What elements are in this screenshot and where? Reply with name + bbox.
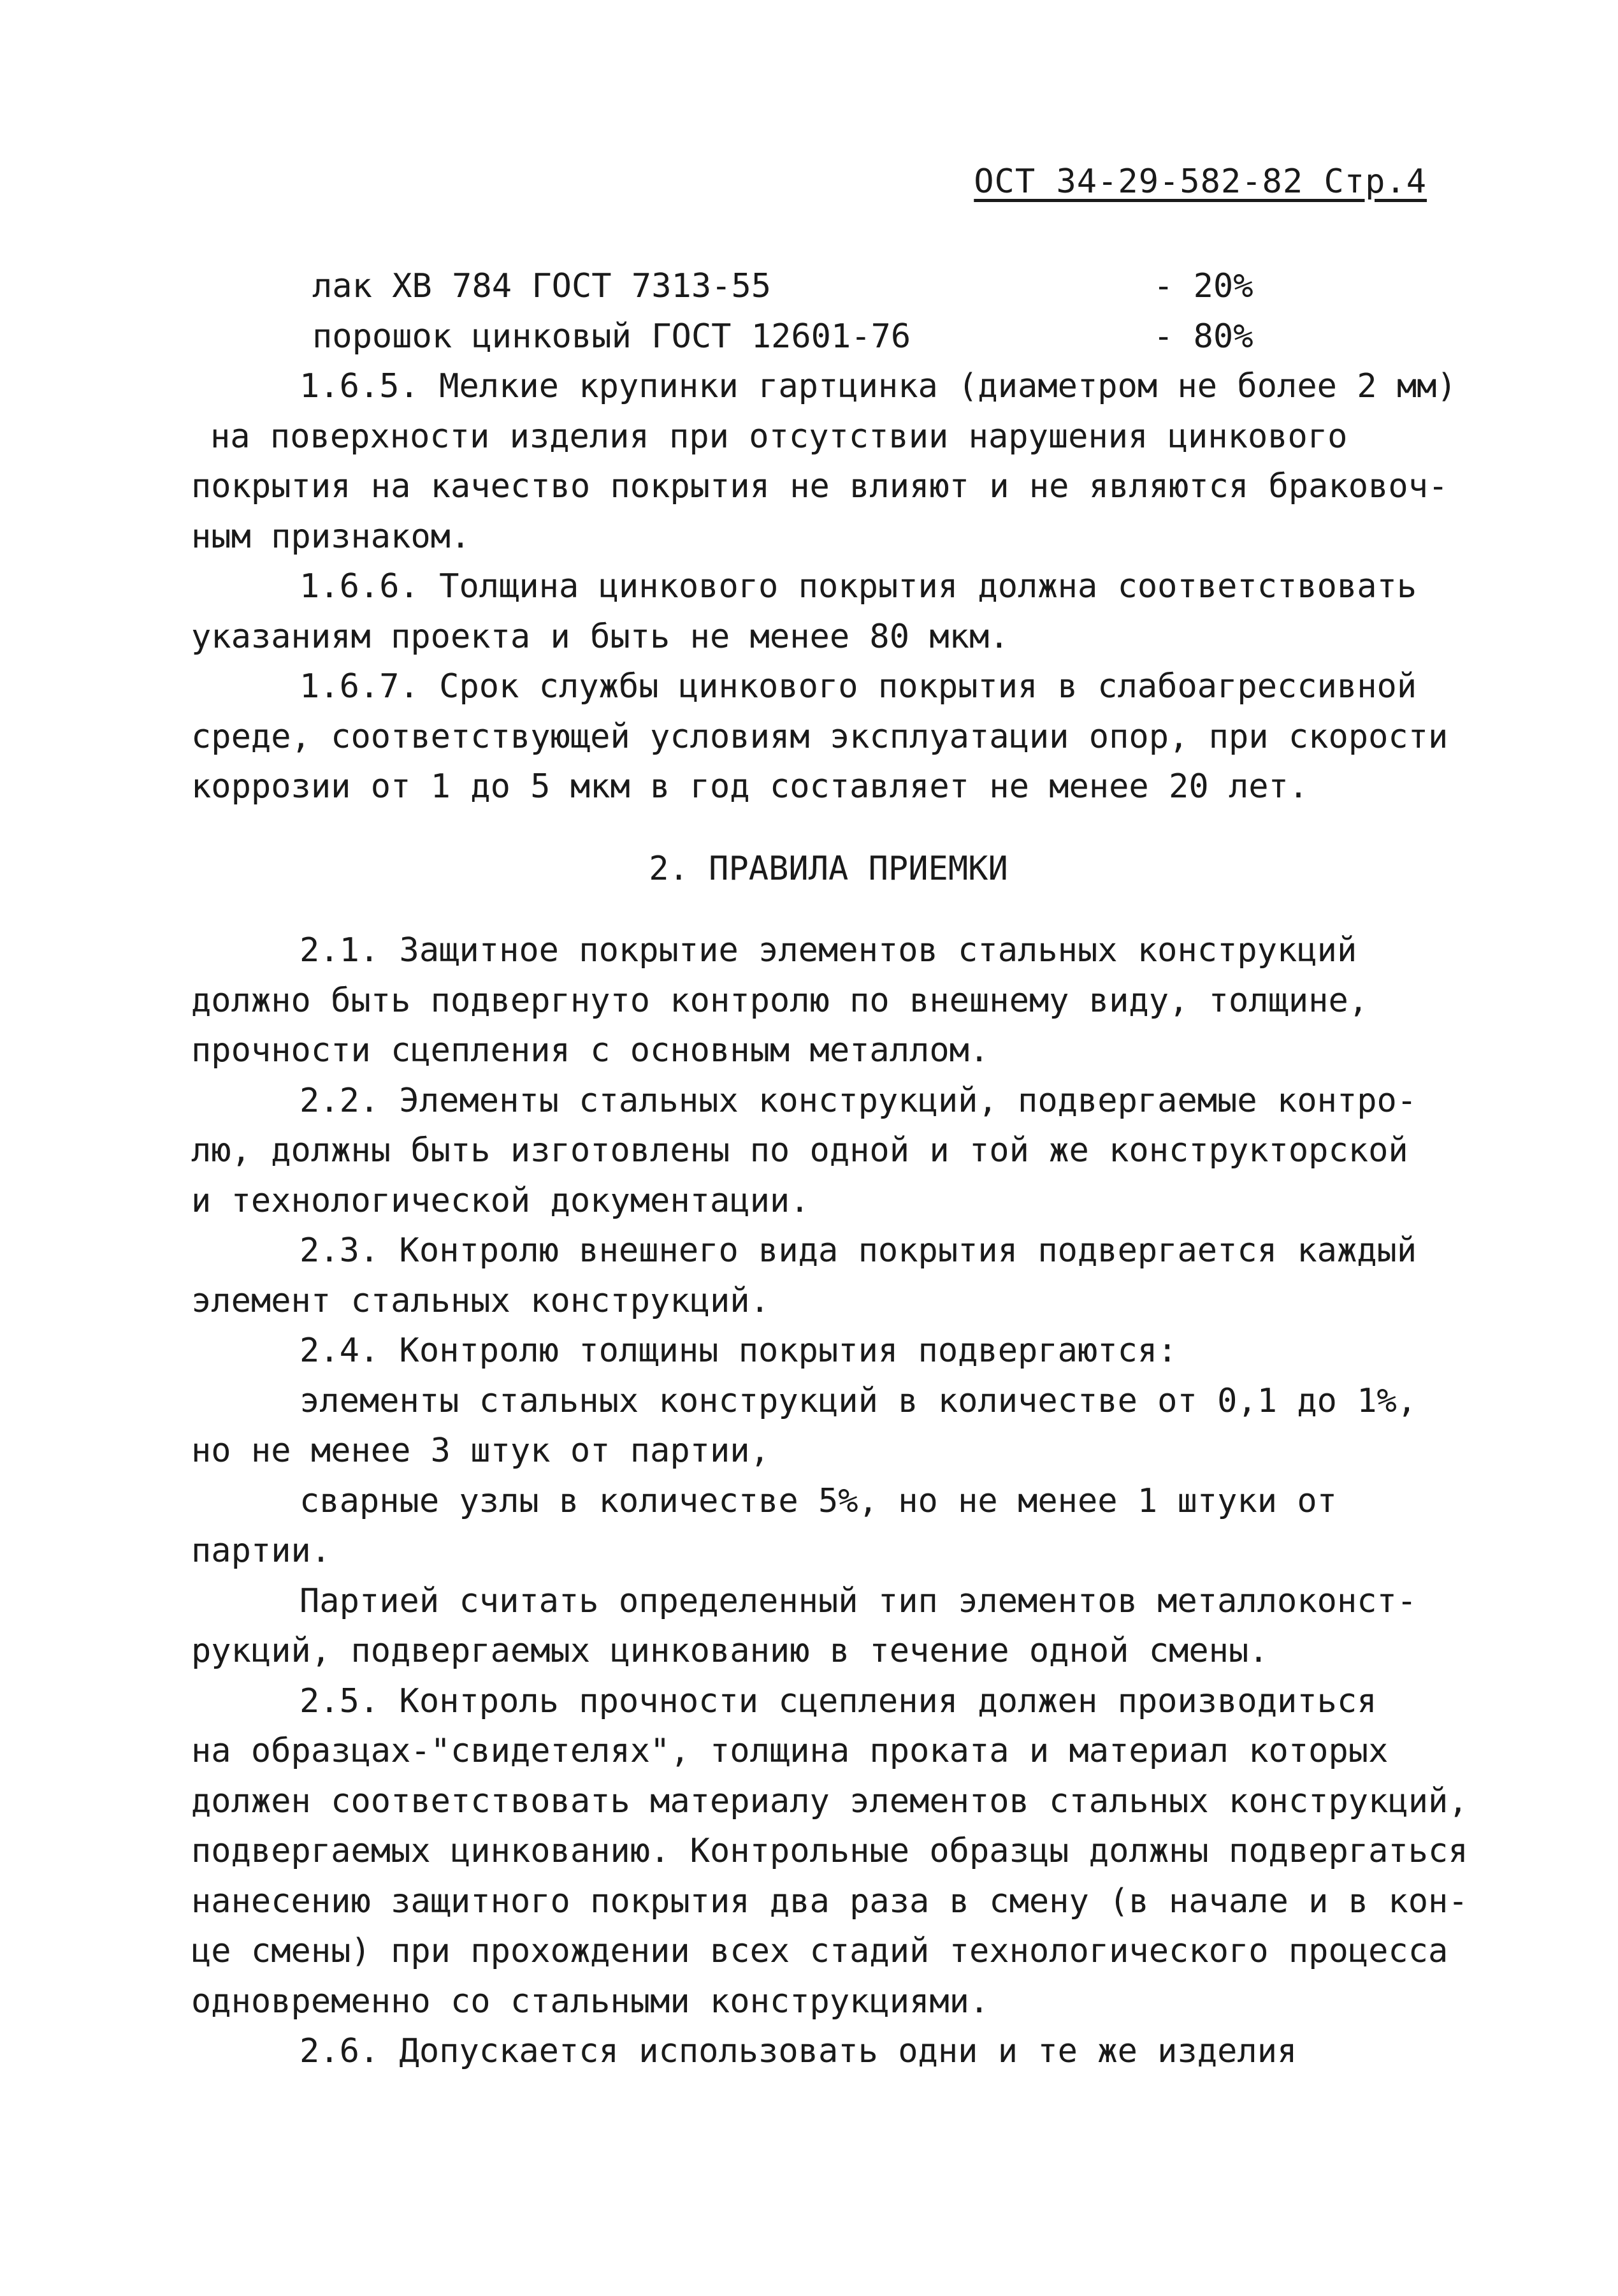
paragraph-2-6: 2.6. Допускается использовать одни и те же изделия: [300, 2032, 1297, 2070]
text-line: партии.: [191, 1532, 331, 1570]
paragraph-2-4: 2.4. Контролю толщины покрытия подвергаются:: [300, 1332, 1178, 1370]
text-line: коррозии от 1 до 5 мкм в год составляет не менее 20 лет.: [191, 767, 1309, 806]
paragraph-party: Партией считать определенный тип элементов металлоконст-: [300, 1581, 1417, 1620]
text-line: на образцах-"свидетелях", толщина проката и материал которых: [191, 1732, 1389, 1770]
text-line: должно быть подвергнуто контролю по внешнему виду, толщине,: [191, 981, 1369, 1020]
page-header: ОСТ 34-29-582-82 Стр.4: [974, 163, 1427, 201]
text-line: должен соответствовать материалу элементов стальных конструкций,: [191, 1782, 1468, 1820]
text-line: сварные узлы в количестве 5%, но не менее 1 штуки от: [300, 1481, 1337, 1520]
text-line: но не менее 3 штук от партии,: [191, 1432, 770, 1470]
paragraph-1-6-6: 1.6.6. Толщина цинкового покрытия должна соответствовать: [300, 567, 1417, 606]
text-line: нанесению защитного покрытия два раза в смену (в начале и в кон-: [191, 1882, 1468, 1921]
mix-percent: - 80%: [1153, 317, 1253, 356]
text-line: покрытия на качество покрытия не влияют и не являются браковоч-: [191, 467, 1448, 505]
text-line: на поверхности изделия при отсутствии нарушения цинкового: [210, 417, 1348, 456]
text-line: прочности сцепления с основным металлом.: [191, 1031, 990, 1070]
mix-row: [191, 312, 1466, 362]
text-line: элементы стальных конструкций в количестве от 0,1 до 1%,: [300, 1381, 1417, 1420]
paragraph-2-3: 2.3. Контролю внешнего вида покрытия подвергается каждый: [300, 1232, 1417, 1270]
text-line: среде, соответствующей условиям эксплуатации опор, при скорости: [191, 717, 1448, 756]
mix-component: порошок цинковый ГОСТ 12601-76: [312, 317, 911, 356]
paragraph-1-6-7: 1.6.7. Срок службы цинкового покрытия в слабоагрессивной: [300, 667, 1417, 706]
paragraph-1-6-5: 1.6.5. Мелкие крупинки гартцинка (диаметром не более 2 мм): [300, 367, 1457, 405]
text-line: элемент стальных конструкций.: [191, 1281, 770, 1320]
mix-component: лак ХВ 784 ГОСТ 7313-55: [312, 267, 772, 305]
text-line: одновременно со стальными конструкциями.: [191, 1982, 990, 2021]
text-line: указаниям проекта и быть не менее 80 мкм.: [191, 617, 1009, 656]
text-line: ным признаком.: [191, 517, 471, 556]
paragraph-2-5: 2.5. Контроль прочности сцепления должен производиться: [300, 1682, 1377, 1720]
mix-percent: - 20%: [1153, 267, 1253, 305]
text-line: це смены) при прохождении всех стадий технологического процесса: [191, 1932, 1448, 1970]
text-line: подвергаемых цинкованию. Контрольные образцы должны подвергаться: [191, 1832, 1468, 1870]
mix-row: [191, 261, 1466, 312]
paragraph-2-1: 2.1. Защитное покрытие элементов стальных конструкций: [300, 931, 1357, 970]
body-text: [191, 261, 1466, 2077]
text-line: и технологической документации.: [191, 1181, 810, 1220]
text-line: рукций, подвергаемых цинкованию в течение одной смены.: [191, 1632, 1269, 1670]
text-line: лю, должны быть изготовлены по одной и той же конструкторской: [191, 1131, 1408, 1170]
paragraph-2-2: 2.2. Элементы стальных конструкций, подвергаемые контро-: [300, 1081, 1417, 1120]
section-heading: 2. ПРАВИЛА ПРИЕМКИ: [649, 849, 1008, 888]
